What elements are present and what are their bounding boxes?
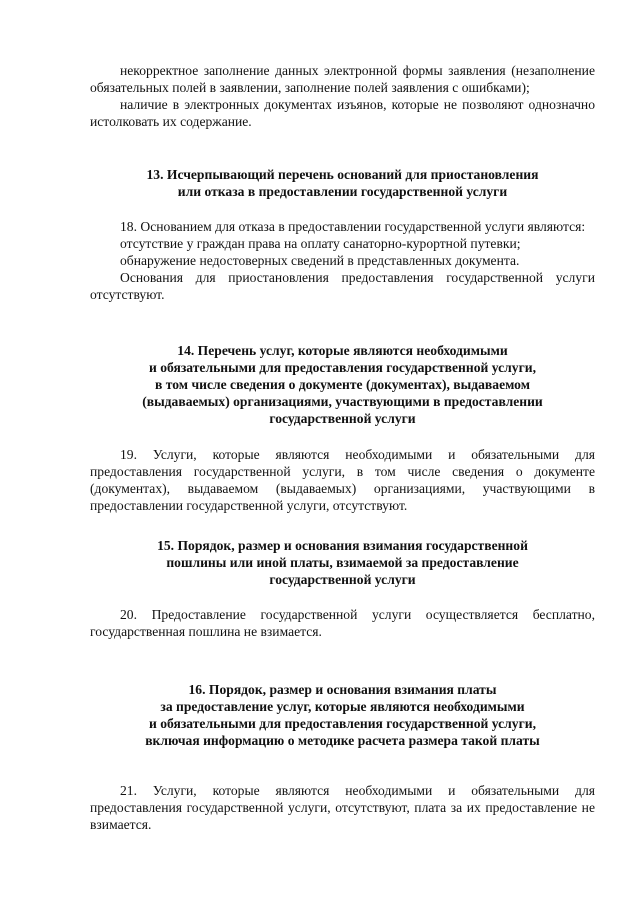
section-13-body [90,218,595,303]
intro-block [90,62,595,130]
paragraph: 18. Основанием для отказа в предоставлении государственной услуги являются: [120,219,586,234]
heading-line: государственной услуги [269,572,416,587]
paragraph: 21. Услуги, которые являются необходимыми и обязательными для предоставления государственной услуги, отсутствуют, плата за их предоставление не взимается. [90,783,595,832]
section-15-body [90,606,595,640]
section-14-heading [90,342,595,427]
paragraph: Основания для приостановления предоставления государственной услуги отсутствуют. [90,270,595,302]
list-item: отсутствие у граждан права на оплату санаторно-курортной путевки; [120,236,521,251]
paragraph: 19. Услуги, которые являются необходимыми и обязательными для предоставления государственной услуги, в том числе сведения о документе (документах), выдаваемом (выдаваемых) организациями, участвующими в предоставлении государственной услуги, отсутствуют. [90,447,595,513]
heading-line: 16. Порядок, размер и основания взимания платы [188,682,497,697]
heading-line: 13. Исчерпывающий перечень оснований для приостановления [146,167,539,182]
heading-line: включая информацию о методике расчета размера такой платы [145,733,540,748]
heading-line: государственной услуги [269,411,416,426]
heading-line: пошлины или иной платы, взимаемой за предоставление [166,555,519,570]
heading-line: 14. Перечень услуг, которые являются необходимыми [177,343,508,358]
heading-line: в том числе сведения о документе (документах), выдаваемом [155,377,530,392]
section-16-body [90,782,595,833]
section-15-heading [90,537,595,588]
paragraph: некорректное заполнение данных электронной формы заявления (незаполнение обязательных полей в заявлении, заполнение полей заявления с ошибками); [90,63,595,95]
paragraph: наличие в электронных документах изъянов, которые не позволяют однозначно истолковать их содержание. [90,97,595,129]
section-14-body [90,446,595,514]
heading-line: (выдаваемых) организациями, участвующими в предоставлении [142,394,543,409]
list-item: обнаружение недостоверных сведений в представленных документа. [120,253,520,268]
heading-line: за предоставление услуг, которые являются необходимыми [160,699,525,714]
heading-line: и обязательными для предоставления государственной услуги, [149,716,536,731]
heading-line: или отказа в предоставлении государственной услуги [177,184,508,199]
paragraph: 20. Предоставление государственной услуги осуществляется бесплатно, государственная пошлина не взимается. [90,607,595,639]
heading-line: и обязательными для предоставления государственной услуги, [149,360,536,375]
section-16-heading [90,681,595,749]
heading-line: 15. Порядок, размер и основания взимания государственной [157,538,528,553]
section-13-heading [90,166,595,200]
